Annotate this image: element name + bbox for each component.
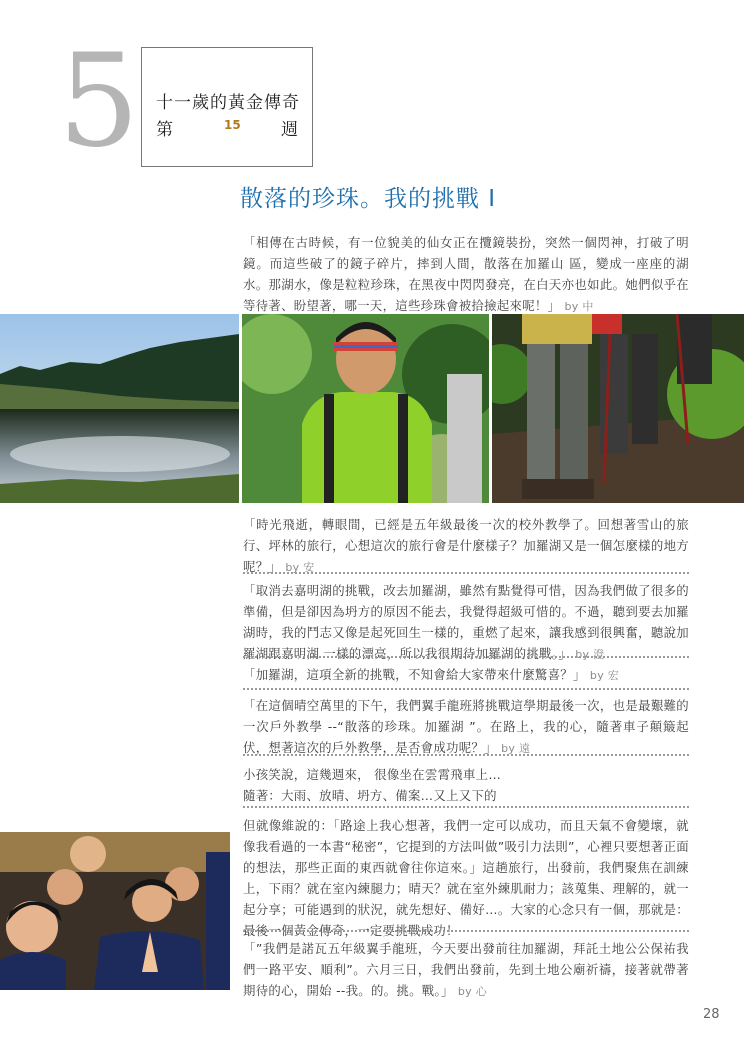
week-number: 15 bbox=[224, 118, 241, 132]
author-byline: by 中 bbox=[564, 300, 594, 313]
author-byline: by 遠 bbox=[501, 742, 531, 755]
praying-children-photo bbox=[0, 832, 230, 990]
chapter-title: 十一歲的黃金傳奇 bbox=[156, 93, 300, 113]
page-number: 28 bbox=[703, 1007, 720, 1022]
divider bbox=[243, 754, 689, 756]
divider bbox=[243, 806, 689, 808]
author-byline: by 宏 bbox=[589, 669, 620, 682]
author-byline: by 澄 bbox=[575, 648, 605, 661]
quote-paragraph: 「取消去嘉明湖的挑戰，改去加羅湖，雖然有點覺得可惜，因為我們做了很多的準備，但是卻因為坍方的原因不能去，我覺得超級可惜的。不過，聽到要去加羅湖時，我的鬥志又像是起死回生一樣的，重燃了起來，讓我感到很興奮，聽說加羅湖跟嘉明湖 一樣的漂亮，所以我很期待加羅湖的挑戰。」 by 澄 bbox=[243, 583, 689, 661]
divider bbox=[243, 688, 689, 690]
lake-photo bbox=[0, 314, 239, 503]
divider bbox=[243, 656, 689, 658]
chapter-title-box bbox=[141, 47, 313, 167]
week-prefix: 第 bbox=[156, 120, 173, 140]
author-byline: by 心 bbox=[457, 985, 488, 998]
quote-paragraph: 「相傳在古時候，有一位貌美的仙女正在攬鏡裝扮，突然一個閃神，打破了明鏡。而這些破了的鏡子碎片，摔到人間，散落在加羅山 區，變成一座座的湖水。那湖水，像是粒粒珍珠，在黑夜中閃閃發亮，在白天亦也如此。她們似乎在等待著、盼望著，哪一天，這些珍珠會被拾撿起來呢！」 by 中 bbox=[243, 235, 689, 313]
divider bbox=[243, 930, 689, 932]
week-suffix: 週 bbox=[281, 120, 298, 140]
quote-paragraph: 「在這個晴空萬里的下午，我們翼手龍班將挑戰這學期最後一次，也是最艱難的一次戶外教學 --“散落的珍珠。加羅湖 ”。在路上，我的心，隨著車子顛簸起伏，想著這次的戶外教學，是否會成功呢？」 by 遠 bbox=[243, 698, 689, 755]
quote-paragraph: 「加羅湖，這項全新的挑戰，不知會給大家帶來什麼驚喜？」 by 宏 bbox=[243, 667, 620, 682]
quote-paragraph: 「時光飛逝，轉眼間，已經是五年級最後一次的校外教學了。回想著雪山的旅行、坪林的旅行，心想這次的旅行會是什麼樣子？加羅湖又是一個怎麼樣的地方呢？」 by 安 bbox=[243, 517, 689, 574]
chapter-number: 5 bbox=[58, 27, 140, 176]
narrative-paragraph: 小孩笑說，這幾週來， 很像坐在雲霄飛車上… 隨著：大雨、放晴、坍方、備案…又上又下的 bbox=[243, 767, 502, 803]
quote-paragraph: 「”我們是諾瓦五年級翼手龍班，今天要出發前往加羅湖，拜託土地公公保祐我們一路平安、順利”。六月三日，我們出發前，先到土地公廟祈禱，接著就帶著期待的心，開始 --我。的。挑。戰。」 by 心 bbox=[243, 941, 689, 998]
author-byline: by 安 bbox=[285, 561, 315, 574]
hiker-boy-photo bbox=[242, 314, 489, 503]
article-headline: 散落的珍珠。我的挑戰 I bbox=[240, 186, 497, 212]
narrative-paragraph: 但就像維說的：「路途上我心想著，我們一定可以成功，而且天氣不會變壞，就像我看過的一本書“秘密”，它提到的方法叫做”吸引力法則”，心裡只要想著正面的想法，那些正面的東西就會往你這來。」這趟旅行，出發前，我們聚焦在訓練上，下雨？就在室內練腿力；晴天？就在室外練肌耐力；該蒐集、理解的，就一起分享；可能遇到的狀況，就先想好、備好…。大家的心念只有一個，那就是：最後一個黃金傳奇，一定要挑戰成功！ bbox=[243, 818, 689, 938]
hiking-legs-photo bbox=[492, 314, 744, 503]
divider bbox=[243, 572, 689, 574]
